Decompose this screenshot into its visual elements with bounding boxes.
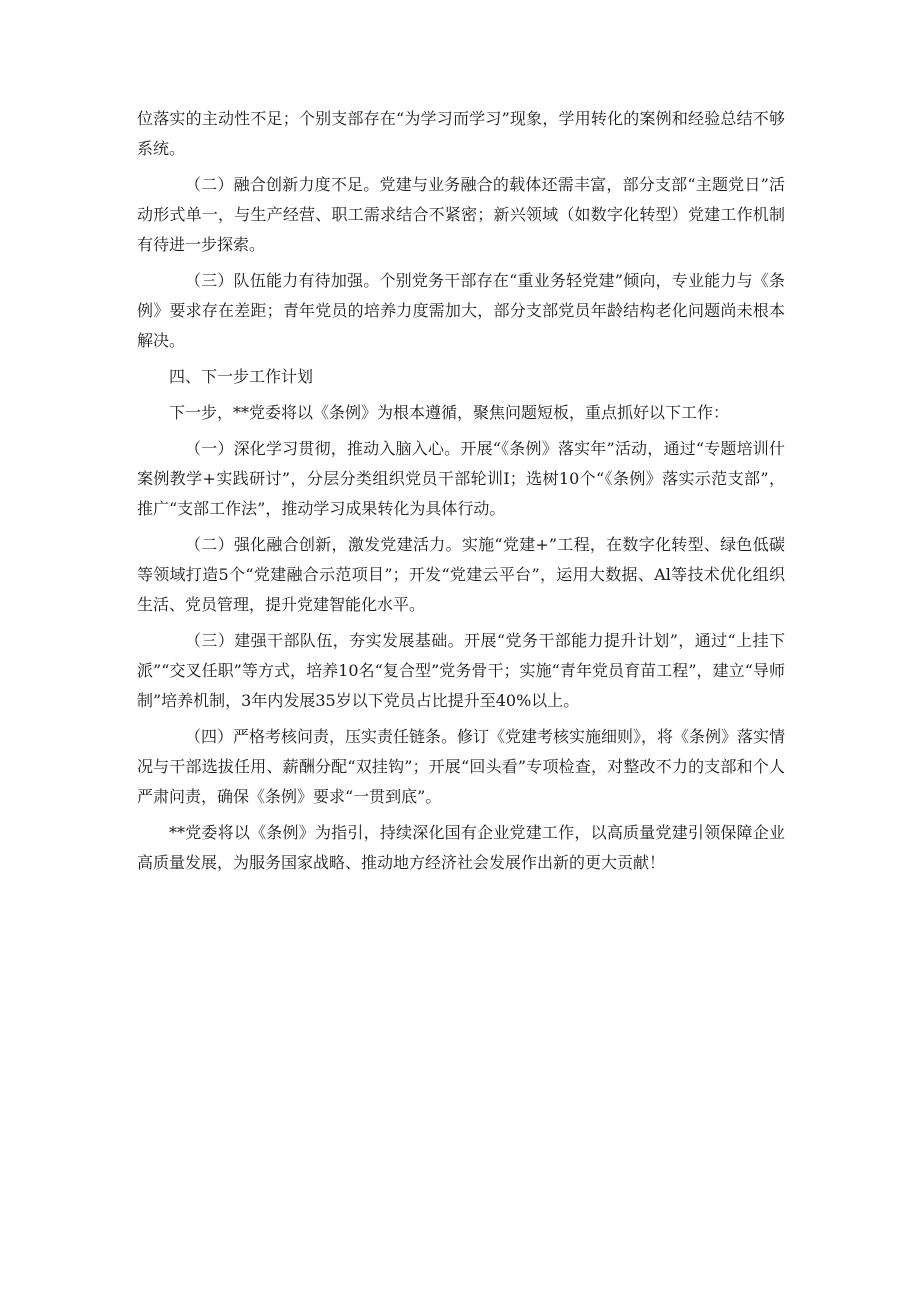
paragraph-problem-2: （二）融合创新力度不足。党建与业务融合的载体还需丰富，部分支部“主题党日”活动形式单一，与生产经营、职工需求结合不紧密；新兴领域（如数字化转型）党建工作机制有待进一步探索。: [137, 175, 785, 254]
paragraph-continuation: 位落实的主动性不足；个别支部存在“为学习而学习”现象，学用转化的案例和经验总结不够系统。: [137, 109, 785, 158]
paragraph-plan-3: （三）建强干部队伍，夯实发展基础。开展“党务干部能力提升计划”，通过“上挂下派”“交叉任职”等方式，培养10名“复合型”党务骨干；实施“青年党员育苗工程”，建立“导师制”培养机制，3年内发展35岁以下党员占比提升至40%以上。: [137, 631, 785, 710]
paragraph-conclusion: **党委将以《条例》为指引，持续深化国有企业党建工作，以高质量党建引领保障企业高质量发展，为服务国家战略、推动地方经济社会发展作出新的更大贡献！: [137, 823, 785, 872]
section-heading-next-steps: 四、下一步工作计划: [169, 367, 314, 386]
paragraph-plan-4: （四）严格考核问责，压实责任链条。修订《党建考核实施细则》，将《条例》落实情况与干部选拔任用、薪酬分配“双挂钩”；开展“回头看”专项检查，对整改不力的支部和个人严肃问责，确保《条例》要求“一贯到底”。: [137, 727, 786, 806]
paragraph-problem-3: （三）队伍能力有待加强。个别党务干部存在“重业务轻党建”倾向，专业能力与《条例》要求存在差距；青年党员的培养力度需加大，部分支部党员年龄结构老化问题尚未根本解决。: [137, 271, 785, 350]
paragraph-next-steps-intro: 下一步，**党委将以《条例》为根本遵循，聚焦问题短板，重点抓好以下工作：: [169, 403, 730, 422]
paragraph-plan-1: （一）深化学习贯彻，推动入脑入心。开展“《条例》落实年”活动，通过“专题培训什案例教学+实践研讨”，分层分类组织党员干部轮训I；选树10个“《条例》落实示范支部”，推广“支部工作法”，推动学习成果转化为具体行动。: [137, 439, 785, 518]
document-page: [137, 104, 785, 884]
paragraph-plan-2: （二）强化融合创新，激发党建活力。实施“党建+”工程，在数字化转型、绿色低碳等领域打造5个“党建融合示范项目”；开发“党建云平台”，运用大数据、Al等技术优化组织生活、党员管理，提升党建智能化水平。: [137, 535, 785, 614]
